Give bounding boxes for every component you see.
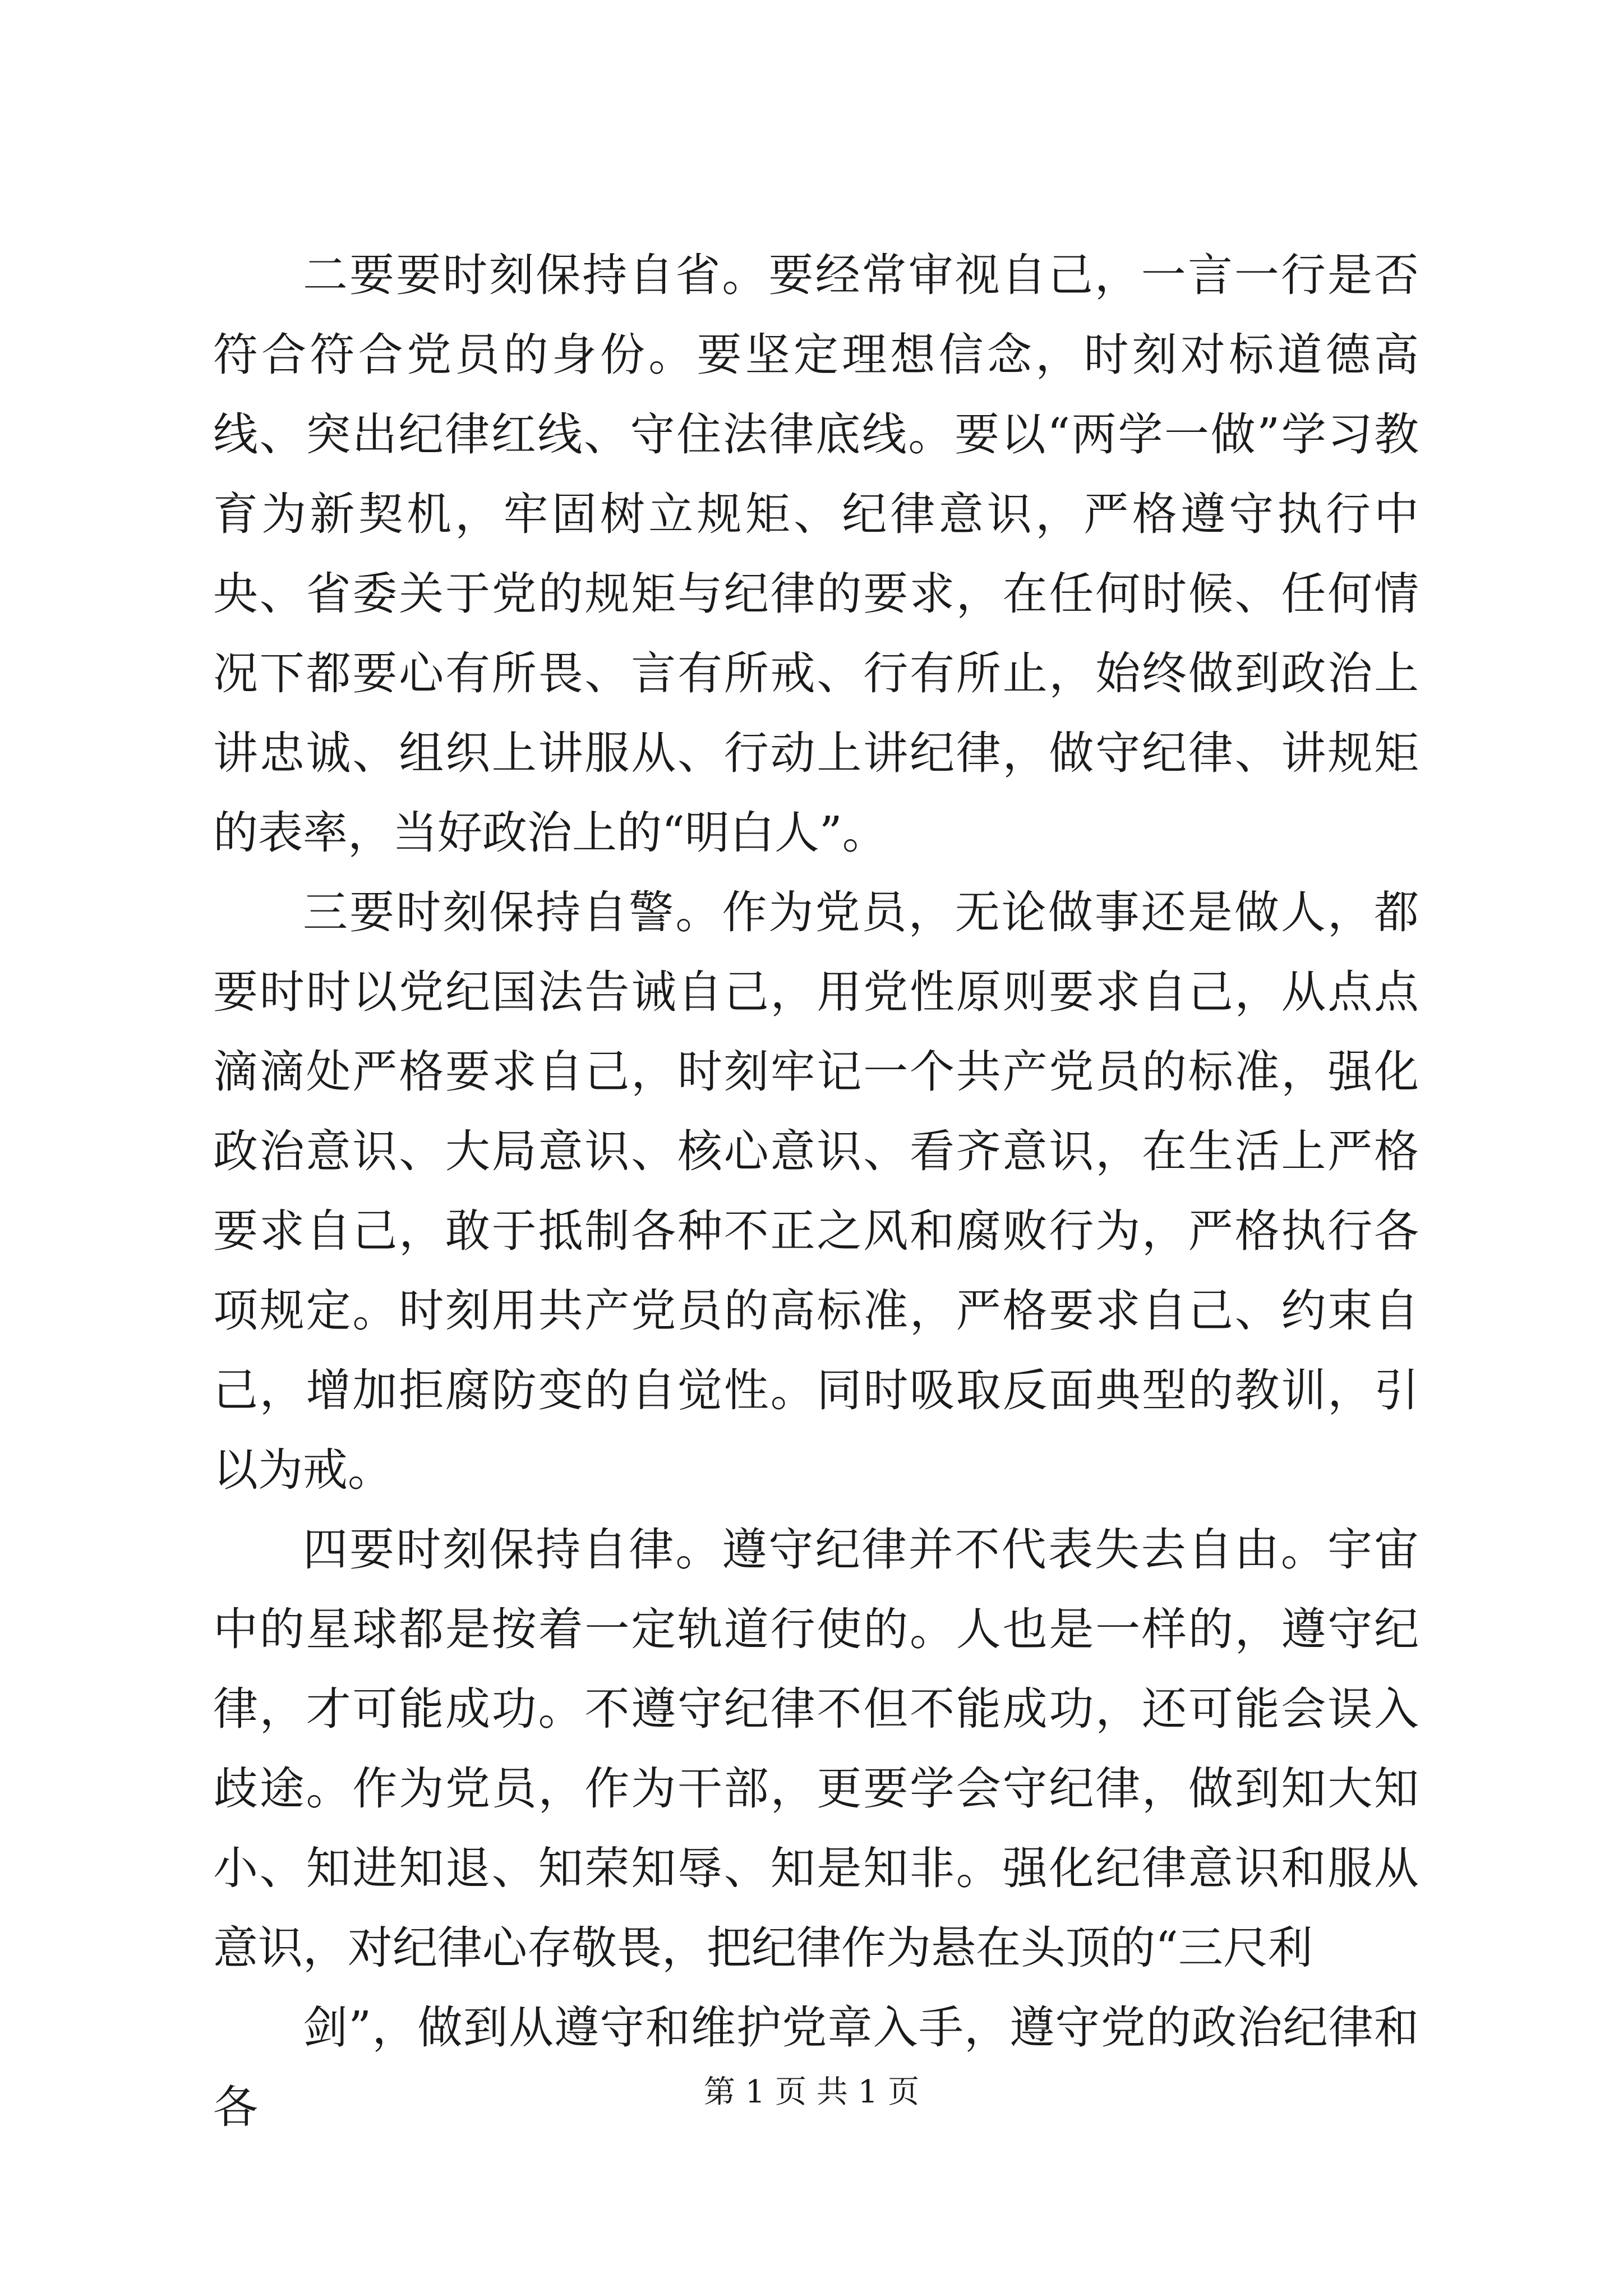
paragraph-self-discipline: 四要时刻保持自律。遵守纪律并不代表失去自由。宇宙中的星球都是按着一定轨道行使的。人也是一样的，遵守纪律，才可能成功。不遵守纪律不但不能成功，还可能会误入歧途。作为党员，作为干部，更要学会守纪律，做到知大知小、知进知退、知荣知辱、知是知非。强化纪律意识和服从意识，对纪律心存敬畏，把纪律作为悬在头顶的“三尺利	[213, 1524, 1419, 1974]
page-footer: 第 1 页 共 1 页	[703, 2074, 920, 2110]
paragraph-self-reflection: 二要要时刻保持自省。要经常审视自己，一言一行是否符合符合党员的身份。要坚定理想信念，时刻对标道德高线、突出纪律红线、守住法律底线。要以“两学一做”学习教育为新契机，牢固树立规矩、纪律意识，严格遵守执行中央、省委关于党的规矩与纪律的要求，在任何时候、任何情况下都要心有所畏、言有所戒、行有所止，始终做到政治上讲忠诚、组织上讲服从、行动上讲纪律，做守纪律、讲规矩的表率，当好政治上的“明白人”。	[213, 249, 1419, 859]
document-body	[213, 236, 1419, 2147]
paragraph-self-alertness: 三要时刻保持自警。作为党员，无论做事还是做人，都要时时以党纪国法告诫自己，用党性原则要求自己，从点点滴滴处严格要求自己，时刻牢记一个共产党员的标准，强化政治意识、大局意识、核心意识、看齐意识，在生活上严格要求自己，敢于抵制各种不正之风和腐败行为，严格执行各项规定。时刻用共产党员的高标准，严格要求自己、约束自己，增加拒腐防变的自觉性。同时吸取反面典型的教训，引以为戒。	[213, 886, 1419, 1496]
paragraph-continuation: 剑”，做到从遵守和维护党章入手，遵守党的政治纪律和各	[213, 2001, 1419, 2133]
